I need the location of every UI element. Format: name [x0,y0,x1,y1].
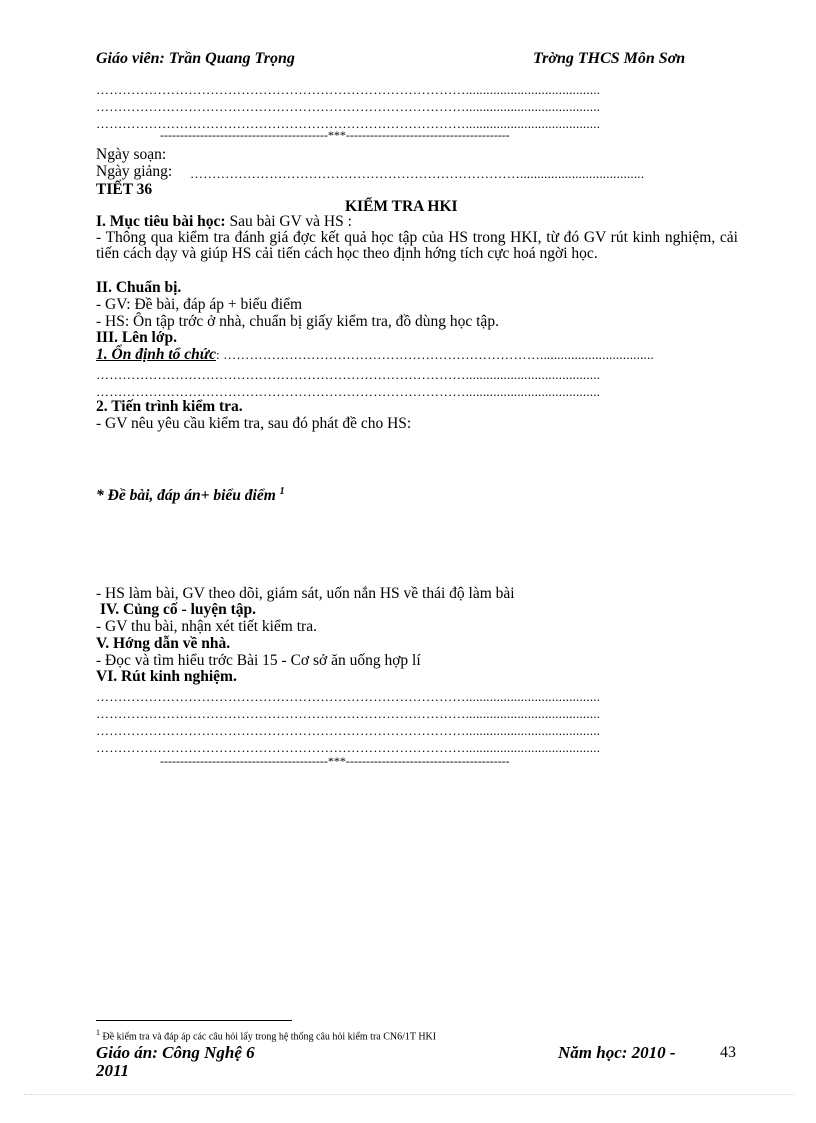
footnote [96,1028,436,1042]
dotted-line: …………………………………………………………………………....................................... [96,723,601,738]
section3-sub2-text: - GV nêu yêu cầu kiểm tra, sau đó phát đề cho HS: [96,415,412,432]
dotted-line: …………………………………………………………………………....................................... [96,367,601,382]
footnote-mark: 1 [96,1028,100,1037]
section4-text: - GV thu bài, nhận xét tiết kiểm tra. [96,618,317,635]
section6-heading: VI. Rút kinh nghiệm. [96,668,237,685]
header-teacher: Giáo viên: Trần Quang Trọng [96,50,295,67]
page-number: 43 [720,1044,736,1061]
section5-text: - Đọc và tìm hiểu trớc Bài 15 - Cơ sở ăn uống hợp lí [96,652,421,669]
section2-heading: II. Chuẩn bị. [96,279,182,296]
section5-heading: V. Hớng dẫn về nhà. [96,635,231,652]
dotted-line: …………………………………………………………………………....................................... [96,740,601,755]
section3-heading: III. Lên lớp. [96,329,177,346]
dotted-line: …………………………………………………………………………....................................... [96,384,601,399]
section4-heading: IV. Củng cố - luyện tập. [100,601,257,618]
section3-sub1: 1. Ổn định tổ chức [96,346,216,363]
ngay-giang-dots: ………………………………………………………………….................................... [190,166,645,181]
dotted-line: …………………………………………………………………………....................................... [96,82,601,97]
section1-intro: Sau bài GV và HS : [229,213,352,230]
separator: ------------------------------------------***----------------------------------------- [160,128,510,142]
dotted-line: …………………………………………………………………………....................................... [96,99,601,114]
exam-heading [96,484,285,504]
section1-text: - Thông qua kiểm tra đánh giá đợc kết quả học tập của HS trong HKI, từ đó GV rút kinh nghiệm, cải tiến cách dạy và giúp HS cải tiến cách học theo định hớng tích cực hoá ngời học. [96,229,738,262]
ngay-giang-label: Ngày giảng: [96,163,173,180]
footer-subject: Giáo án: Công Nghệ 6 [96,1043,255,1062]
hs-work: - HS làm bài, GV theo dõi, giám sát, uốn nắn HS về thái độ làm bài [96,585,515,602]
dotted-line: …………………………………………………………………………....................................... [96,689,601,704]
exam-heading-text: * Đề bài, đáp án+ biểu điểm [96,487,280,505]
ngay-soan: Ngày soạn: [96,146,167,163]
separator: ------------------------------------------***----------------------------------------- [160,754,510,768]
section3-sub2: 2. Tiến trình kiểm tra. [96,398,243,415]
section1-heading: I. Mục tiêu bài học: [96,213,226,230]
footnote-text: Đề kiểm tra và đáp áp các câu hỏi lấy trong hệ thống câu hỏi kiểm tra CN6/1T HKI [102,1031,437,1043]
section1-heading-line [96,214,352,230]
section2-gv: - GV: Đề bài, đáp áp + biểu điểm [96,296,303,313]
section3-sub1-dots: : ………………………………………………………………................................. [215,347,654,362]
exam-footnote-mark: 1 [279,486,285,497]
dotted-line: …………………………………………………………………………....................................... [96,706,601,721]
page-bottom-border [24,1094,794,1095]
footer-year-end: 2011 [96,1061,130,1080]
header-school: Trờng THCS Môn Sơn [533,50,686,67]
section2-hs: - HS: Ôn tập trớc ở nhà, chuẩn bị giấy kiểm tra, đồ dùng học tập. [96,313,499,330]
lesson-number: TIẾT 36 [96,181,153,198]
page-title: KIỂM TRA HKI [345,198,458,215]
section3-sub1-line [96,347,654,363]
footer-year-label: Năm học: 2010 - [558,1043,676,1062]
footnote-rule [96,1020,292,1021]
dotted-line: …………………………………………………………………………....................................... [96,116,601,131]
